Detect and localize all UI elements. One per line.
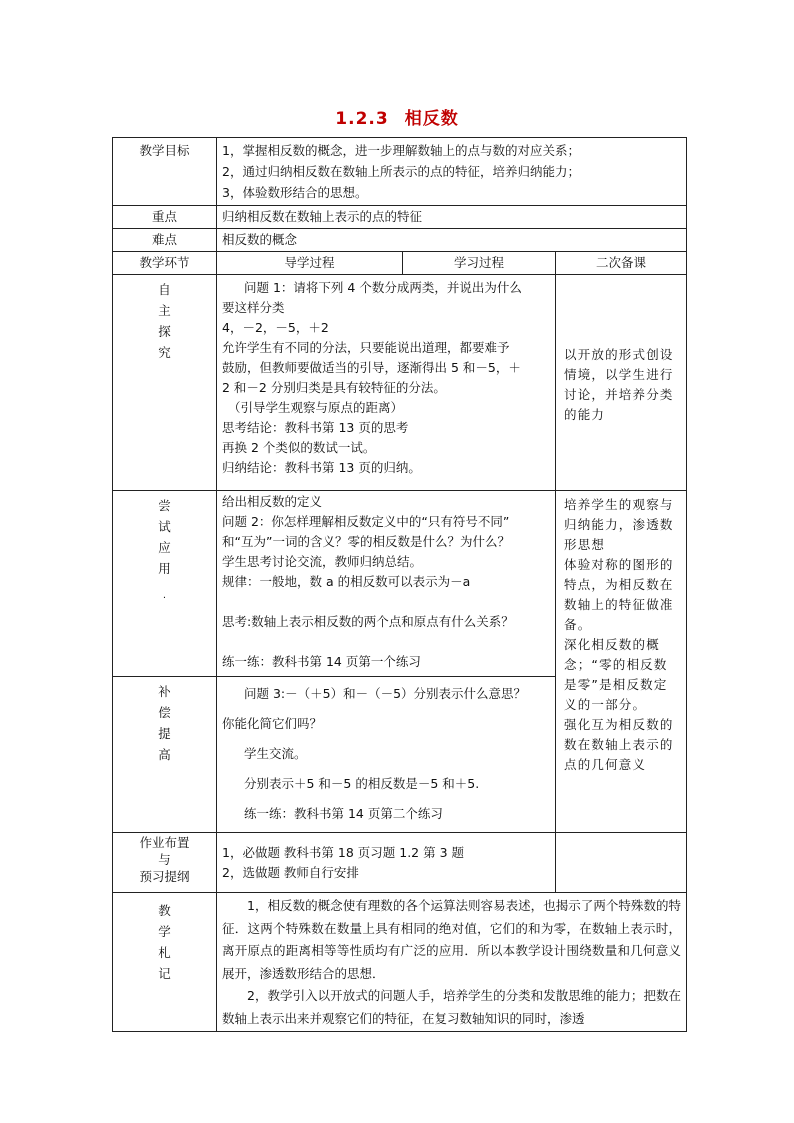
section-number: 1.2.3 [335,109,389,129]
reflection-paragraph: 2，教学引入以开放式的问题人手，培养学生的分类和发散思维的能力；把数在数轴上表示出来并观察它们的特征，在复习数轴知识的同时，渗透 [222,988,682,1026]
apply-label-text: 尝试应用 [158,498,171,576]
spacer [222,592,550,612]
homework-content [217,833,556,893]
homework-label-line: 与 [158,852,171,867]
objectives-row [113,138,687,206]
spacer [222,795,550,803]
header-stage: 教学环节 [113,252,217,275]
page-title [0,104,794,129]
spacer [222,735,550,743]
spacer [222,705,550,713]
homework-label-line: 作业布置 [139,835,190,850]
explore-line: 思考结论：教科书第 13 页的思考 [222,420,409,435]
supplement-content [217,677,556,833]
difficulty-text: 相反数的概念 [217,229,687,252]
reflection-row [113,893,687,1032]
apply-note: 培养学生的观察与归纳能力，渗透数形思想 体验对称的图形的特点，为相反数在数轴上的特征做准备。 深化相反数的概念；“零的相反数是零”是相反数定义的一部分。 强化互为相反数的数在数轴上表示的点的几何意义 [556,491,687,833]
supplement-line: 问题 3:－（＋5）和－（－5）分别表示什么意思？ [244,686,527,701]
header-learn: 学习过程 [403,252,556,275]
difficulty-row [113,229,687,252]
supplement-line: 练一练：教科书第 14 页第二个练习 [244,806,443,821]
explore-label-text: 自主探究 [158,282,171,360]
header-guide: 导学过程 [217,252,403,275]
explore-line: 问题 1：请将下列 4 个数分成两类，并说出为什么 [244,280,522,295]
apply-line: 规律：一般地，数 a 的相反数可以表示为－a [222,574,471,589]
header-notes: 二次备课 [556,252,687,275]
apply-line: 练一练：教科书第 14 页第一个练习 [222,654,421,669]
objective-item: 3，体验数形结合的思想。 [222,185,368,200]
explore-label [113,275,217,491]
apply-line: 问题 2：你怎样理解相反数定义中的“只有符号不同” [222,514,510,529]
apply-line: 和“互为”一词的含义？零的相反数是什么？为什么？ [222,534,510,549]
objectives-label: 教学目标 [113,138,217,206]
reflection-label [113,893,217,1032]
supplement-label-text: 补偿提高 [158,684,171,762]
explore-line: 鼓励，但教师要做适当的引导，逐渐得出 5 和－5，＋ [222,360,521,375]
apply-label [113,491,217,677]
supplement-line: 你能化简它们吗？ [222,716,323,731]
objective-item: 2，通过归纳相反数在数轴上所表示的点的特征，培养归纳能力； [222,164,580,179]
homework-item: 2，选做题 教师自行安排 [222,864,359,880]
reflection-paragraph: 1，相反数的概念使有理数的各个运算法则容易表述，也揭示了两个特殊数的特征．这两个特殊数在数量上具有相同的绝对值，它们的和为零，在数轴上表示时，离开原点的距离相等等性质均有广泛的应用．所以本教学设计围绕数量和几何意义展开，渗透数形结合的思想． [222,898,682,981]
homework-label-line: 预习提纲 [139,869,190,884]
key-point-text: 归纳相反数在数轴上表示的点的特征 [217,206,687,229]
lesson-plan-table [112,137,687,1032]
explore-row [113,275,687,491]
apply-line: 思考:数轴上表示相反数的两个点和原点有什么关系？ [222,614,514,629]
homework-row [113,833,687,893]
supplement-line: 分别表示＋5 和－5 的相反数是－5 和＋5. [244,776,480,791]
homework-label [113,833,217,893]
apply-line: 给出相反数的定义 [222,494,323,509]
supplement-line: 学生交流。 [244,746,307,761]
supplement-label [113,677,217,833]
spacer [222,765,550,773]
explore-content [217,275,556,491]
header-row [113,252,687,275]
reflection-label-text: 教学札记 [158,903,171,981]
section-title: 相反数 [404,109,459,129]
explore-line: （引导学生观察与原点的距离） [228,400,404,415]
explore-note: 以开放的形式创设情境，以学生进行讨论，并培养分类的能力 [556,275,687,491]
explore-line: 2 和－2 分别归类是具有较特征的分法。 [222,380,446,395]
reflection-content [217,893,687,1032]
explore-line: 允许学生有不同的分法，只要能说出道理，都要难予 [222,340,510,355]
objectives-cell [217,138,687,206]
explore-line: 4，－2，－5，＋2 [222,320,329,335]
apply-dot: . [162,590,167,601]
objective-item: 1，掌握相反数的概念，进一步理解数轴上的点与数的对应关系； [222,143,580,158]
explore-line: 要这样分类 [222,300,285,315]
explore-line: 再换 2 个类似的数试一试。 [222,440,376,455]
difficulty-label: 难点 [113,229,217,252]
homework-notes [556,833,687,893]
spacer [222,632,550,652]
apply-content [217,491,556,677]
apply-row [113,491,687,677]
key-point-label: 重点 [113,206,217,229]
explore-line: 归纳结论：教科书第 13 页的归纳。 [222,460,421,475]
key-point-row [113,206,687,229]
apply-line: 学生思考讨论交流，教师归纳总结。 [222,554,423,569]
homework-item: 1，必做题 教科书第 18 页习题 1.2 第 3 题 [222,844,465,860]
